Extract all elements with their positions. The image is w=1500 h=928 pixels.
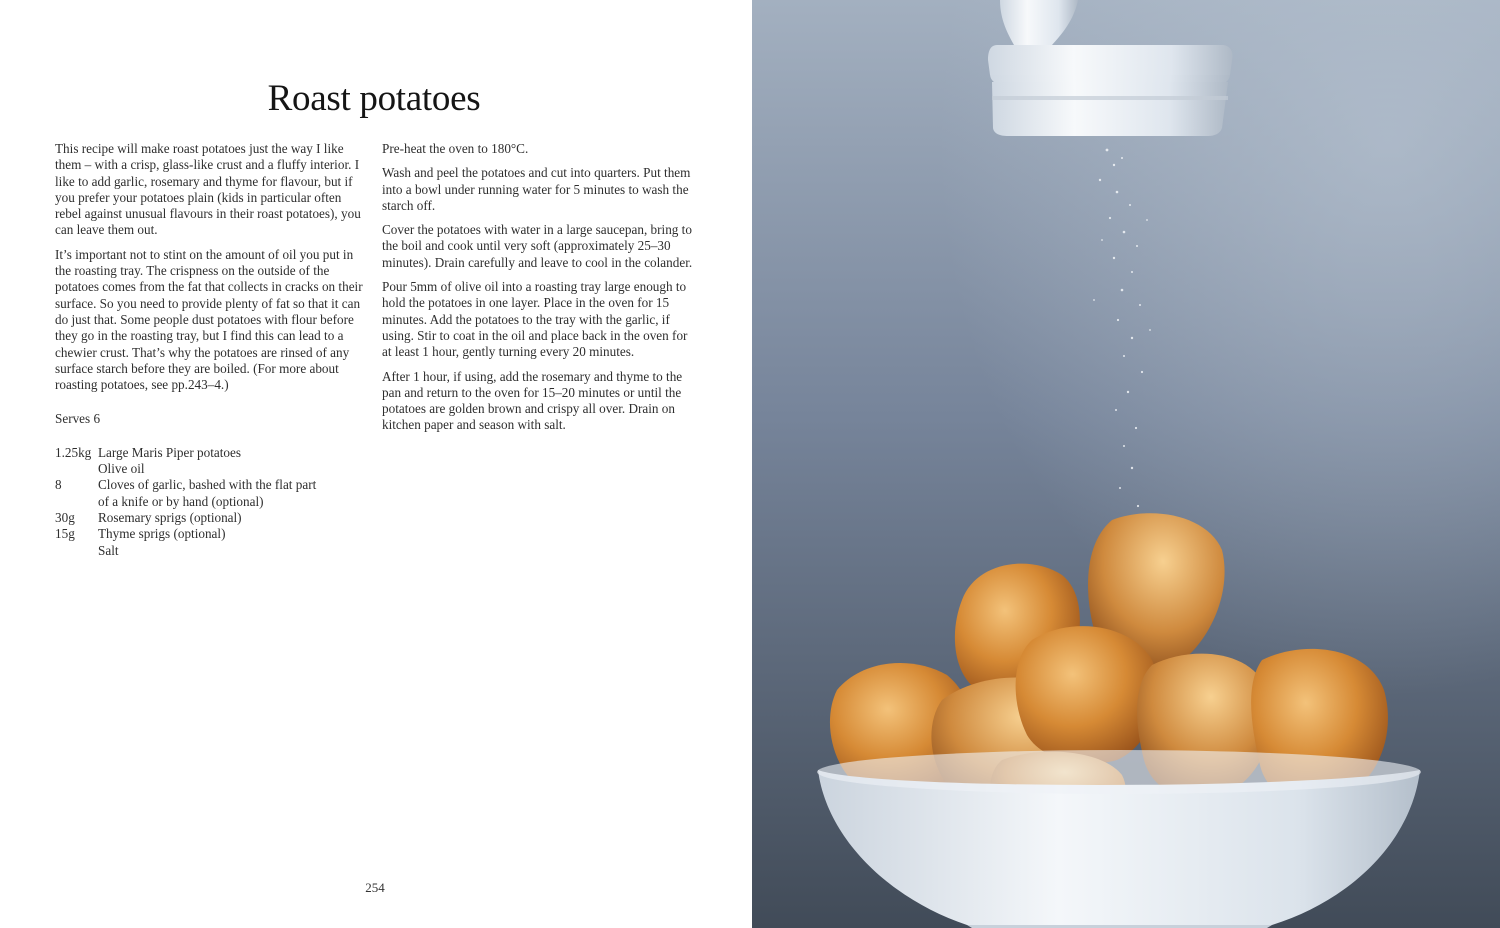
ingredient-item: Salt (98, 542, 119, 558)
ingredient-item: Thyme sprigs (optional) (98, 526, 226, 542)
method-step: After 1 hour, if using, add the rosemary and thyme to the pan and return to the oven for 15–20 minutes or until the potatoes are golden brown and crispy all over. Drain on kitchen paper and season with salt. (382, 368, 683, 433)
ingredient-row (55, 543, 367, 559)
food-photo (752, 0, 1500, 928)
method-step: Pre-heat the oven to 180°C. (382, 141, 529, 156)
ingredient-quantity: 30g (55, 509, 75, 525)
ingredient-item: Olive oil (98, 461, 145, 477)
intro-column (55, 141, 367, 559)
ingredient-row (55, 510, 367, 526)
intro-paragraph: This recipe will make roast potatoes just the way I like them – with a crisp, glass-like crust and a fluffy interior. I like to add garlic, rosemary and thyme for flavour, but if you prefer your potatoes plain (kids in particular often rebel against unusual flavours in their roast potatoes), you can leave them out. (55, 141, 361, 238)
ingredient-item: Large Maris Piper potatoes (98, 444, 241, 460)
ingredient-row (55, 445, 367, 461)
ingredient-quantity (55, 461, 98, 477)
ingredient-row (55, 477, 367, 510)
ingredient-quantity (55, 543, 98, 559)
serves-label: Serves 6 (55, 411, 101, 427)
ingredient-quantity: 8 (55, 477, 62, 493)
ingredient-quantity: 1.25kg (55, 444, 92, 460)
recipe-title: Roast potatoes (267, 77, 481, 119)
method-step: Cover the potatoes with water in a large saucepan, bring to the boil and cook until very soft (approximately 25–30 minutes). Drain carefully and leave to cool in the colander. (382, 222, 693, 270)
roast-potatoes-photo (752, 0, 1500, 928)
page-number: 254 (365, 880, 385, 895)
method-step: Wash and peel the potatoes and cut into quarters. Put them into a bowl under running water for 5 minutes to wash the starch off. (382, 165, 691, 213)
ingredient-list (55, 445, 367, 559)
method-step: Pour 5mm of olive oil into a roasting tray large enough to hold the potatoes in one layer. Place in the oven for 15 minutes. Add the potatoes to the tray with the garlic, if using. Stir to coat in the oil and place back in the oven for at least 1 hour, gently turning every 20 minutes. (382, 279, 688, 360)
method-column (382, 141, 694, 442)
ingredient-row (55, 526, 367, 542)
ingredient-quantity: 15g (55, 526, 75, 542)
ingredient-item: Rosemary sprigs (optional) (98, 509, 242, 525)
ingredient-row (55, 461, 367, 477)
ingredient-item: Cloves of garlic, bashed with the flat part of a knife or by hand (optional) (98, 477, 317, 509)
intro-paragraph: It’s important not to stint on the amount of oil you put in the roasting tray. The crispness on the outside of the potatoes comes from the fat that collects in cracks on their surface. So you need to provide plenty of fat so that it can do just that. Some people dust potatoes with flour before they go in the roasting tray, but I find this can lead to a chewier crust. That’s why the potatoes are rinsed of any surface starch before they are boiled. (For more about roasting potatoes, see pp.243–4.) (55, 246, 363, 393)
